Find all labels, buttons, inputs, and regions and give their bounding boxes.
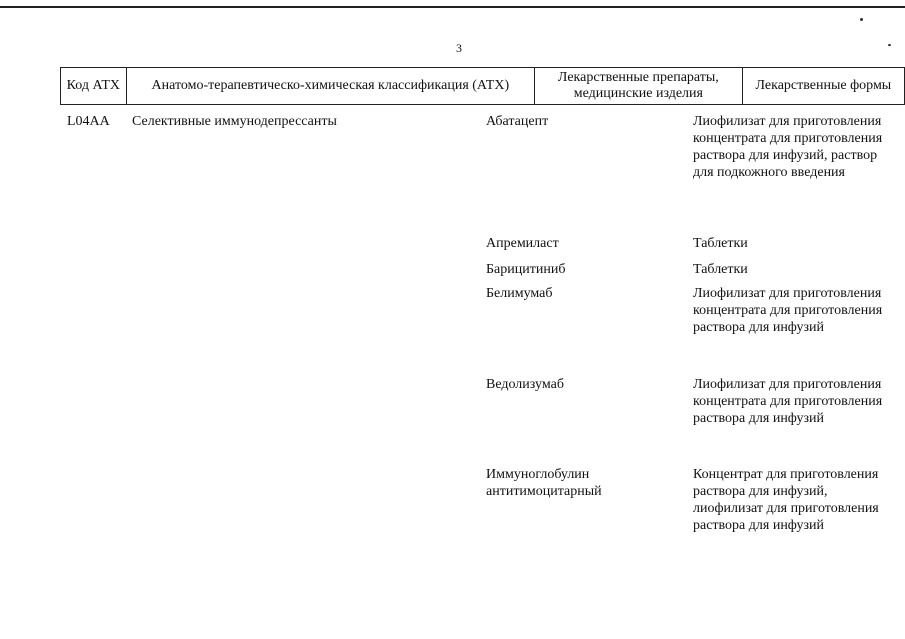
atc-code: L04AA — [67, 114, 110, 129]
drug-name: Барицитиниб — [486, 262, 566, 277]
atc-classification: Селективные иммунодепрессанты — [132, 114, 337, 129]
header-forms: Лекарственные формы — [742, 68, 904, 105]
drug-form: Таблетки — [693, 262, 748, 277]
drug-form: Концентрат для приготовления раствора для инфузий, лиофилизат для приготовления раствора для инфузий — [693, 467, 879, 533]
scan-speck — [860, 18, 863, 21]
page-number: 3 — [456, 41, 462, 55]
drug-name: Ведолизумаб — [486, 377, 564, 392]
header-drugs: Лекарственные препараты, медицинские изделия — [535, 68, 743, 105]
drug-form: Таблетки — [693, 236, 748, 251]
drug-name: Апремиласт — [486, 236, 559, 251]
drug-form: Лиофилизат для приготовления концентрата для приготовления раствора для инфузий, раствор для подкожного введения — [693, 114, 883, 180]
drug-name: Иммуноглобулин антитимоцитарный — [486, 467, 602, 499]
header-classification: Анатомо-терапевтическо-химическая классификация (АТХ) — [126, 68, 534, 105]
drug-name: Белимумаб — [486, 286, 553, 301]
drug-form: Лиофилизат для приготовления концентрата для приготовления раствора для инфузий — [693, 286, 883, 335]
drug-form: Лиофилизат для приготовления концентрата для приготовления раствора для инфузий — [693, 377, 883, 426]
scan-top-rule — [0, 6, 905, 8]
header-code: Код АТХ — [61, 68, 127, 105]
scan-speck — [888, 44, 891, 46]
table-header — [60, 67, 905, 105]
drug-name: Абатацепт — [486, 114, 549, 129]
